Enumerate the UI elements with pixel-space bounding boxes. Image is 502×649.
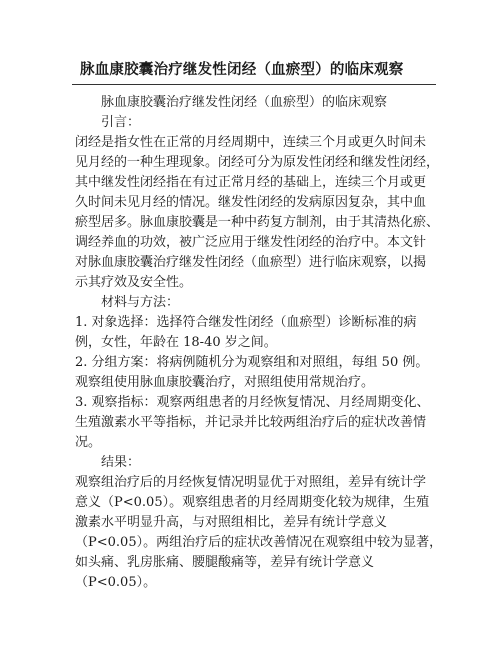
text-line: 调经养血的功效，被广泛应用于继发性闭经的治疗中。本文针 bbox=[75, 235, 427, 250]
text-line: 况。 bbox=[75, 435, 102, 450]
text-line: 见月经的一种生理现象。闭经可分为原发性闭经和继发性闭经， bbox=[75, 155, 440, 170]
text-line: （P<0.05）。 bbox=[75, 575, 157, 590]
text-line: 其中继发性闭经指在有过正常月经的基础上，连续三个月或更 bbox=[75, 175, 427, 190]
text-line: 激素水平明显升高，与对照组相比，差异有统计学意义 bbox=[75, 515, 388, 530]
text-line: 意义（P<0.05）。观察组患者的月经周期变化较为规律，生殖 bbox=[75, 495, 430, 510]
subtitle-line: 脉血康胶囊治疗继发性闭经（血瘀型）的临床观察 bbox=[101, 95, 388, 110]
text-line: 久时间未见月经的情况。继发性闭经的发病原因复杂，其中血 bbox=[75, 195, 427, 210]
text-line: 如头痛、乳房胀痛、腰腿酸痛等，差异有统计学意义 bbox=[75, 555, 375, 570]
text-line: 2. 分组方案：将病例随机分为观察组和对照组，每组 50 例。 bbox=[75, 355, 429, 370]
section-heading-methods: 材料与方法： bbox=[101, 295, 180, 310]
text-line: 生殖激素水平等指标，并记录并比较两组治疗后的症状改善情 bbox=[75, 415, 427, 430]
text-line: 3. 观察指标：观察两组患者的月经恢复情况、月经周期变化、 bbox=[75, 395, 430, 410]
text-line: 例，女性，年龄在 18-40 岁之间。 bbox=[75, 335, 277, 350]
section-heading-results: 结果： bbox=[101, 455, 141, 470]
text-line: 示其疗效及安全性。 bbox=[75, 275, 193, 290]
text-line: 1. 对象选择：选择符合继发性闭经（血瘀型）诊断标准的病 bbox=[75, 315, 417, 330]
text-line: 闭经是指女性在正常的月经周期中，连续三个月或更久时间未 bbox=[75, 135, 427, 150]
title-underline bbox=[72, 84, 436, 85]
document-title: 脉血康胶囊治疗继发性闭经（血瘀型）的临床观察 bbox=[80, 62, 404, 78]
text-line: （P<0.05）。两组治疗后的症状改善情况在观察组中较为显著， bbox=[75, 535, 443, 550]
text-line: 瘀型居多。脉血康胶囊是一种中药复方制剂，由于其清热化瘀、 bbox=[75, 215, 440, 230]
text-line: 对脉血康胶囊治疗继发性闭经（血瘀型）进行临床观察，以揭 bbox=[75, 255, 427, 270]
text-line: 观察组使用脉血康胶囊治疗，对照组使用常规治疗。 bbox=[75, 375, 375, 390]
text-line: 观察组治疗后的月经恢复情况明显优于对照组，差异有统计学 bbox=[75, 475, 427, 490]
section-heading-intro: 引言： bbox=[101, 115, 141, 130]
